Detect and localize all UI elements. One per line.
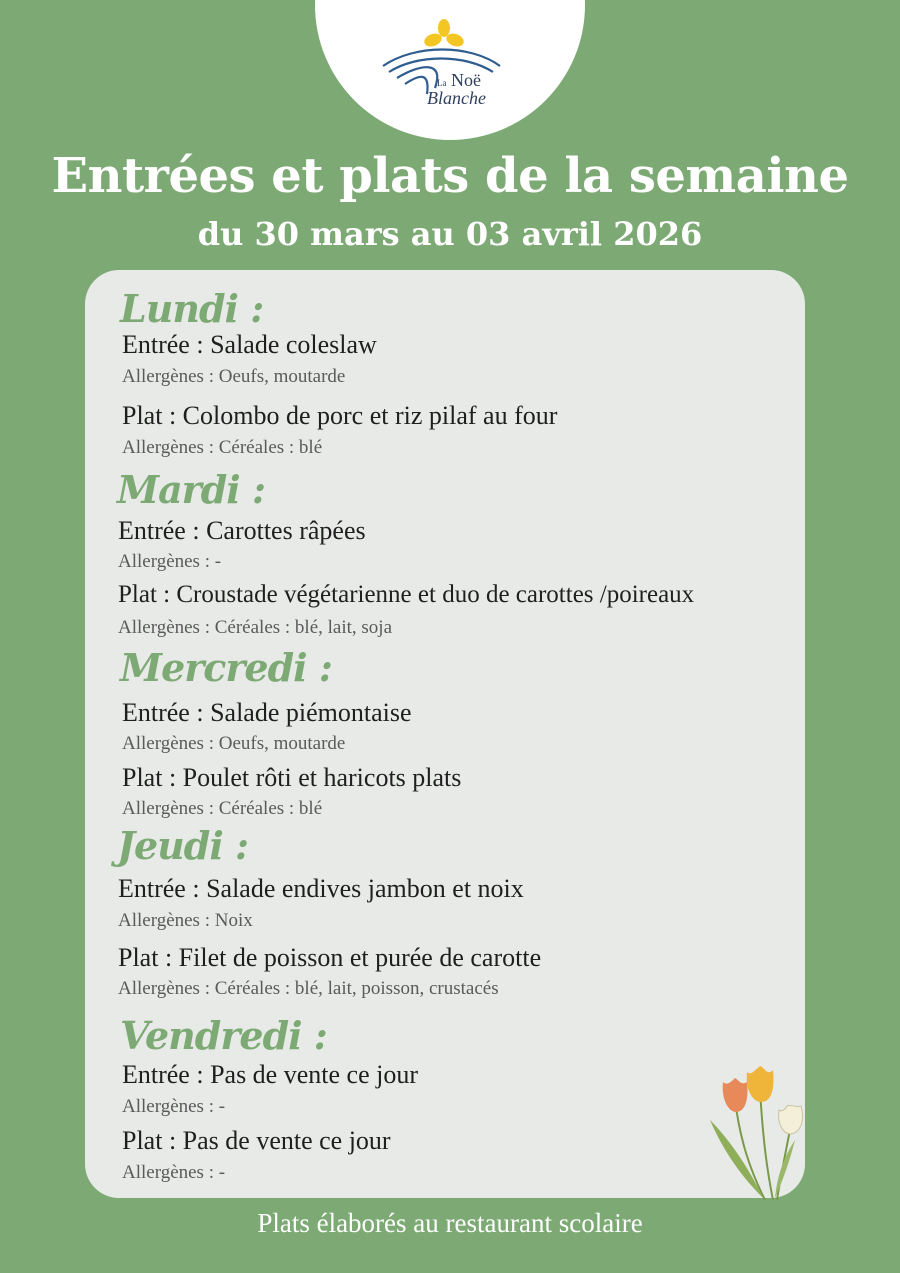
plat-allergens-lundi: Allergènes : Céréales : blé [122, 437, 323, 458]
day-heading-mardi: Mardi : [117, 467, 265, 512]
plat-allergens-mercredi: Allergènes : Céréales : blé [122, 798, 323, 819]
entree-allergens-jeudi: Allergènes : Noix [118, 910, 253, 931]
entree-vendredi: Entrée : Pas de vente ce jour [122, 1060, 418, 1089]
day-heading-vendredi: Vendredi : [120, 1013, 327, 1058]
entree-mercredi: Entrée : Salade piémontaise [122, 698, 412, 727]
entree-allergens-mardi: Allergènes : - [118, 551, 222, 572]
day-heading-lundi: Lundi : [120, 286, 264, 331]
footer-note: Plats élaborés au restaurant scolaire [257, 1208, 643, 1238]
svg-text:Blanche: Blanche [427, 88, 486, 108]
plat-allergens-jeudi: Allergènes : Céréales : blé, lait, poisson, crustacés [118, 978, 499, 999]
plat-allergens-vendredi: Allergènes : - [122, 1162, 226, 1183]
day-heading-jeudi: Jeudi : [117, 823, 249, 868]
entree-mardi: Entrée : Carottes râpées [118, 516, 366, 545]
svg-text:Noë: Noë [451, 70, 481, 90]
plat-jeudi: Plat : Filet de poisson et purée de carotte [118, 943, 542, 972]
page-title: Entrées et plats de la semaine [51, 148, 849, 204]
tulips-icon [705, 1060, 815, 1200]
plat-mardi: Plat : Croustade végétarienne et duo de carottes /poireaux [118, 581, 695, 608]
day-heading-mercredi: Mercredi : [120, 645, 332, 690]
entree-jeudi: Entrée : Salade endives jambon et noix [118, 874, 524, 903]
plat-vendredi: Plat : Pas de vente ce jour [122, 1126, 391, 1155]
page-subtitle: du 30 mars au 03 avril 2026 [197, 215, 703, 253]
plat-lundi: Plat : Colombo de porc et riz pilaf au four [122, 401, 558, 430]
entree-allergens-mercredi: Allergènes : Oeufs, moutarde [122, 733, 346, 754]
logo-text: La [437, 78, 447, 88]
la-noe-blanche-logo [375, 14, 525, 114]
entree-allergens-lundi: Allergènes : Oeufs, moutarde [122, 366, 346, 387]
logo-flower-icon [422, 19, 465, 49]
plat-mercredi: Plat : Poulet rôti et haricots plats [122, 763, 462, 792]
entree-allergens-vendredi: Allergènes : - [122, 1096, 226, 1117]
entree-lundi: Entrée : Salade coleslaw [122, 330, 377, 359]
plat-allergens-mardi: Allergènes : Céréales : blé, lait, soja [118, 617, 393, 638]
